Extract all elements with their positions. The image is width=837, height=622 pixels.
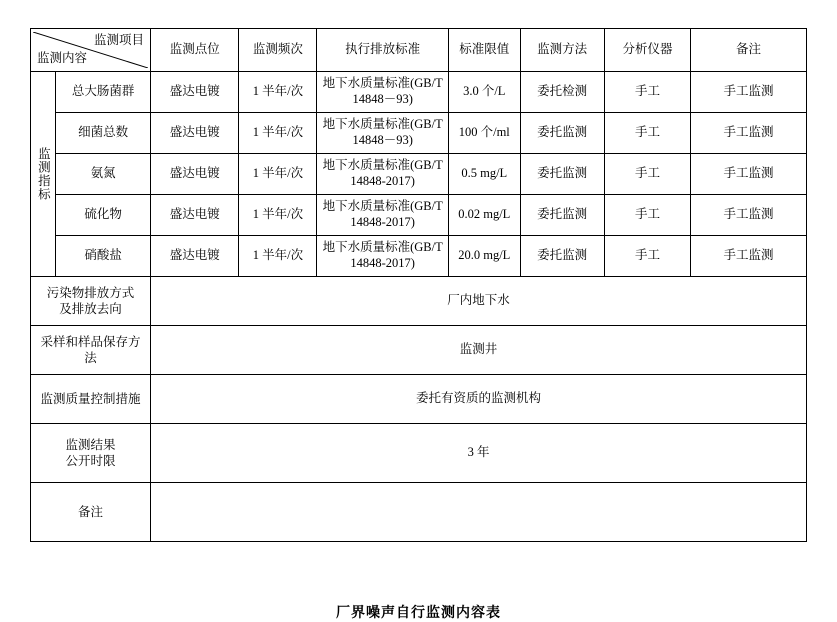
cell-standard: 地下水质量标准(GB/T 14848-2017) bbox=[317, 154, 449, 195]
cell-point: 盛达电镀 bbox=[151, 236, 239, 277]
cell-item: 氨氮 bbox=[56, 154, 151, 195]
footer-label-disclosure bbox=[31, 424, 151, 483]
cell-frequency: 1 半年/次 bbox=[239, 113, 317, 154]
cell-limit: 0.02 mg/L bbox=[448, 195, 520, 236]
cell-instrument: 手工 bbox=[604, 195, 690, 236]
table-row bbox=[31, 236, 807, 277]
column-header-limit: 标准限值 bbox=[448, 29, 520, 72]
footer-label-line1: 采样和样品保存方 bbox=[40, 334, 141, 349]
cell-standard: 地下水质量标准(GB/T 14848-2017) bbox=[317, 236, 449, 277]
groundwater-monitoring-table bbox=[30, 28, 807, 542]
footer-row-disclosure bbox=[31, 424, 807, 483]
footer-label-line2: 法 bbox=[84, 351, 97, 365]
footer-value-disclosure: 3 年 bbox=[151, 424, 807, 483]
cell-instrument: 手工 bbox=[604, 154, 690, 195]
cell-standard: 地下水质量标准(GB/T 14848－93) bbox=[317, 113, 449, 154]
cell-item: 硫化物 bbox=[56, 195, 151, 236]
footer-row-discharge bbox=[31, 277, 807, 326]
table-row bbox=[31, 154, 807, 195]
corner-label-内容: 监测内容 bbox=[37, 51, 88, 66]
table-row bbox=[31, 72, 807, 113]
table-row bbox=[31, 113, 807, 154]
footer-label-line1: 污染物排放方式 bbox=[46, 285, 135, 300]
column-header-frequency: 监测频次 bbox=[239, 29, 317, 72]
cell-point: 盛达电镀 bbox=[151, 72, 239, 113]
column-header-method: 监测方法 bbox=[520, 29, 604, 72]
cell-standard: 地下水质量标准(GB/T 14848-2017) bbox=[317, 195, 449, 236]
cell-instrument: 手工 bbox=[604, 72, 690, 113]
footer-label-sampling bbox=[31, 326, 151, 375]
section-title-noise: 厂界噪声自行监测内容表 bbox=[336, 606, 501, 621]
side-label-monitoring-index bbox=[31, 72, 56, 277]
cell-standard: 地下水质量标准(GB/T 14848－93) bbox=[317, 72, 449, 113]
cell-remark: 手工监测 bbox=[691, 154, 807, 195]
footer-value-sampling: 监测井 bbox=[151, 326, 807, 375]
cell-method: 委托监测 bbox=[520, 236, 604, 277]
footer-row-sampling bbox=[31, 326, 807, 375]
cell-limit: 100 个/ml bbox=[448, 113, 520, 154]
footer-value-remark bbox=[151, 483, 807, 542]
cell-point: 盛达电镀 bbox=[151, 154, 239, 195]
cell-item: 细菌总数 bbox=[56, 113, 151, 154]
column-header-instrument: 分析仪器 bbox=[604, 29, 690, 72]
cell-frequency: 1 半年/次 bbox=[239, 195, 317, 236]
footer-label-line1: 备注 bbox=[78, 504, 104, 519]
table-header-row bbox=[31, 29, 807, 72]
cell-item: 硝酸盐 bbox=[56, 236, 151, 277]
cell-limit: 20.0 mg/L bbox=[448, 236, 520, 277]
cell-remark: 手工监测 bbox=[691, 236, 807, 277]
footer-label-line2: 及排放去向 bbox=[59, 302, 122, 316]
footer-label-remark bbox=[31, 483, 151, 542]
cell-remark: 手工监测 bbox=[691, 195, 807, 236]
cell-remark: 手工监测 bbox=[691, 113, 807, 154]
footer-value-discharge: 厂内地下水 bbox=[151, 277, 807, 326]
cell-method: 委托监测 bbox=[520, 154, 604, 195]
cell-method: 委托监测 bbox=[520, 113, 604, 154]
cell-instrument: 手工 bbox=[604, 113, 690, 154]
cell-method: 委托监测 bbox=[520, 195, 604, 236]
footer-value-quality-control: 委托有资质的监测机构 bbox=[151, 375, 807, 424]
cell-frequency: 1 半年/次 bbox=[239, 236, 317, 277]
table-corner-cell bbox=[31, 29, 151, 72]
footer-row-remark bbox=[31, 483, 807, 542]
side-label-text: 监测指标 bbox=[36, 147, 51, 201]
cell-limit: 3.0 个/L bbox=[448, 72, 520, 113]
cell-point: 盛达电镀 bbox=[151, 195, 239, 236]
column-header-standard: 执行排放标准 bbox=[317, 29, 449, 72]
cell-frequency: 1 半年/次 bbox=[239, 72, 317, 113]
cell-item: 总大肠菌群 bbox=[56, 72, 151, 113]
footer-label-line1: 监测质量控制措施 bbox=[40, 391, 141, 406]
cell-limit: 0.5 mg/L bbox=[448, 154, 520, 195]
cell-point: 盛达电镀 bbox=[151, 113, 239, 154]
cell-frequency: 1 半年/次 bbox=[239, 154, 317, 195]
cell-method: 委托检测 bbox=[520, 72, 604, 113]
footer-row-quality-control bbox=[31, 375, 807, 424]
corner-label-项目: 监测项目 bbox=[94, 33, 145, 47]
cell-remark: 手工监测 bbox=[691, 72, 807, 113]
footer-label-line1: 监测结果 bbox=[65, 437, 116, 452]
table-row bbox=[31, 195, 807, 236]
footer-label-line2: 公开时限 bbox=[65, 454, 116, 468]
column-header-remark: 备注 bbox=[691, 29, 807, 72]
cell-instrument: 手工 bbox=[604, 236, 690, 277]
footer-label-quality-control bbox=[31, 375, 151, 424]
column-header-point: 监测点位 bbox=[151, 29, 239, 72]
footer-label-discharge bbox=[31, 277, 151, 326]
